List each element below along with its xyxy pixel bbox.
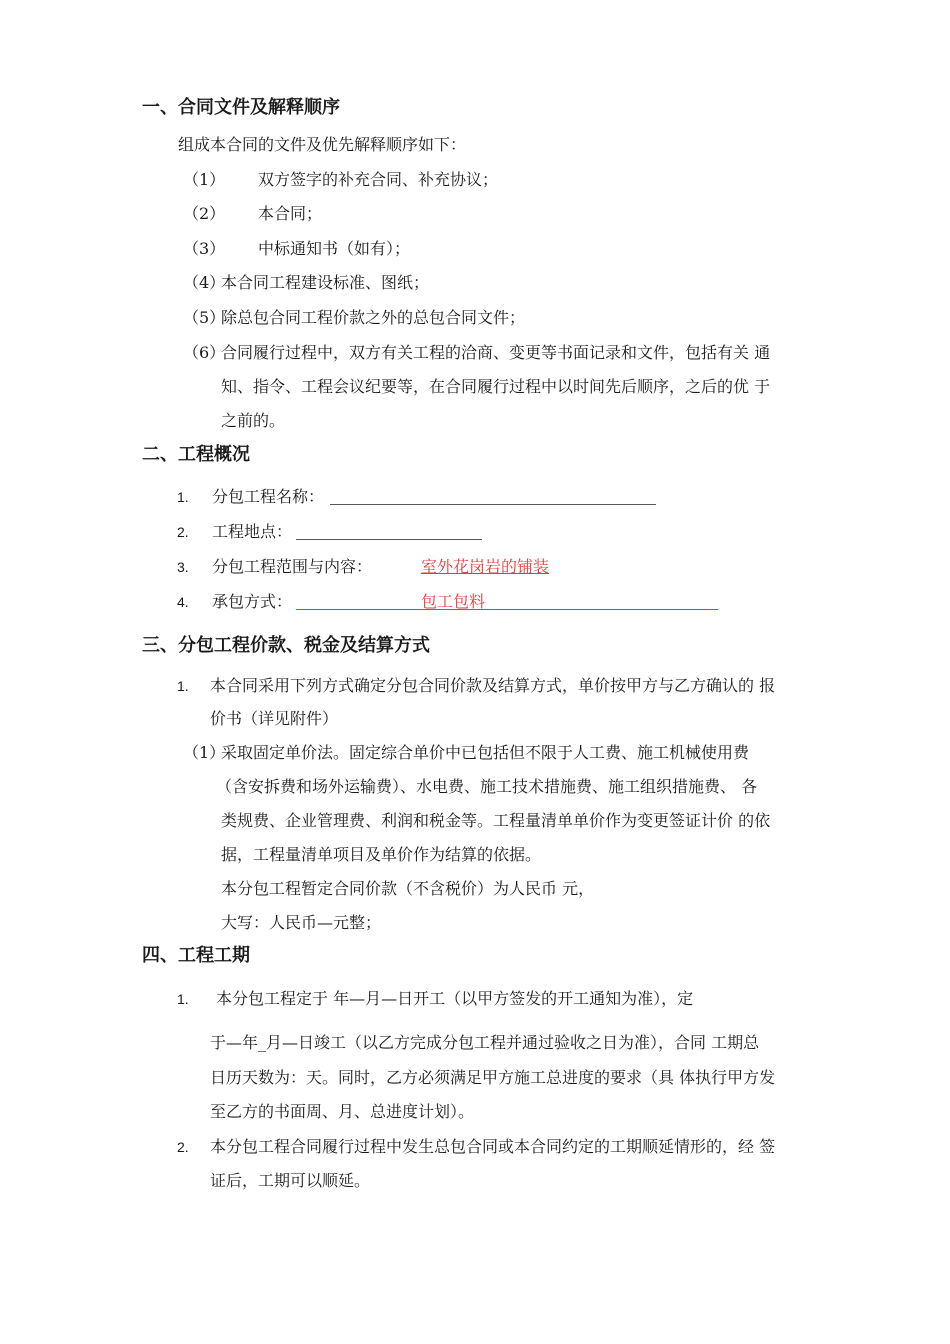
overview-4-number: 4.: [177, 594, 189, 610]
item-5-number: （5）: [183, 308, 226, 327]
schedule-1-line-4: 至乙方的书面周、月、总进度计划）。: [210, 1102, 475, 1121]
overview-3-number: 3.: [177, 559, 189, 575]
schedule-2-number: 2.: [177, 1139, 189, 1155]
overview-2-label: 工程地点：: [212, 522, 293, 541]
schedule-2-line-2: 证后，工期可以顺延。: [210, 1171, 371, 1190]
item-3-text: 中标通知书（如有）；: [258, 239, 411, 258]
price-method-line-3: 类规费、企业管理费、利润和税金等。工程量清单单价作为变更签证计价 的依: [221, 811, 771, 830]
section-3-title: 三、分包工程价款、税金及结算方式: [142, 635, 430, 656]
price-1-line-1: 本合同采用下列方式确定分包合同价款及结算方式，单价按甲方与乙方确认的 报: [210, 676, 776, 695]
schedule-2-line-1: 本分包工程合同履行过程中发生总包合同或本合同约定的工期顺延情形的，经 签: [210, 1137, 776, 1156]
price-method-line-4: 据，工程量清单项目及单价作为结算的依据。: [221, 845, 542, 864]
item-1-number: （1）: [183, 170, 226, 189]
scope-value: 室外花岗岩的铺装: [421, 557, 550, 576]
overview-4-label: 承包方式：: [212, 592, 293, 611]
overview-1-label: 分包工程名称：: [212, 487, 325, 506]
item-4-text: 本合同工程建设标准、图纸；: [221, 273, 430, 292]
overview-2-number: 2.: [177, 524, 189, 540]
overview-3-label: 分包工程范围与内容：: [212, 557, 373, 576]
item-6-line-3: 之前的。: [221, 411, 286, 430]
section-2-title: 二、工程概况: [142, 444, 250, 465]
section-1-intro: 组成本合同的文件及优先解释顺序如下：: [178, 135, 467, 154]
provisional-price-line: 本分包工程暂定合同价款（不含税价）为人民币 元，: [221, 879, 595, 898]
schedule-1-number: 1.: [177, 991, 189, 1007]
price-1-number: 1.: [177, 678, 189, 694]
item-6-number: （6）: [183, 343, 226, 362]
item-6-line-1: 合同履行过程中，双方有关工程的洽商、变更等书面记录和文件，包括有关 通: [221, 343, 771, 362]
section-4-title: 四、工程工期: [142, 945, 250, 966]
item-6-line-2: 知、指令、工程会议纪要等，在合同履行过程中以时间先后顺序，之后的优 于: [221, 377, 771, 396]
schedule-1-line-3: 日历天数为：天。同时，乙方必须满足甲方施工总进度的要求（具 体执行甲方发: [210, 1068, 776, 1087]
price-1-line-2: 价书（详见附件）: [210, 709, 339, 728]
item-5-text: 除总包合同工程价款之外的总包合同文件；: [221, 308, 526, 327]
price-method-line-2: （含安拆费和场外运输费）、水电费、施工技术措施费、施工组织措施费、 各: [216, 777, 758, 796]
item-2-number: （2）: [183, 204, 226, 223]
overview-1-number: 1.: [177, 489, 189, 505]
project-location-blank: [296, 539, 482, 540]
item-4-number: （4）: [183, 273, 226, 292]
item-3-number: （3）: [183, 239, 226, 258]
item-2-text: 本合同；: [258, 204, 323, 223]
project-name-blank: [330, 504, 656, 505]
price-method-line-1: 采取固定单价法。固定综合单价中已包括但不限于人工费、施工机械使用费: [221, 743, 750, 762]
contract-mode-value: 包工包料: [421, 592, 486, 611]
contract-mode-underline: [296, 609, 718, 610]
section-1-title: 一、合同文件及解释顺序: [142, 97, 340, 118]
schedule-1-line-2: 于—年_月—日竣工（以乙方完成分包工程并通过验收之日为准），合同 工期总: [210, 1033, 760, 1052]
price-method-number: （1）: [183, 743, 226, 762]
schedule-1-line-1: 本分包工程定于 年—月—日开工（以甲方签发的开工通知为准），定: [216, 989, 694, 1008]
item-1-text: 双方签字的补充合同、补充协议；: [258, 170, 499, 189]
price-in-words-line: 大写：人民币—元整；: [221, 913, 382, 932]
